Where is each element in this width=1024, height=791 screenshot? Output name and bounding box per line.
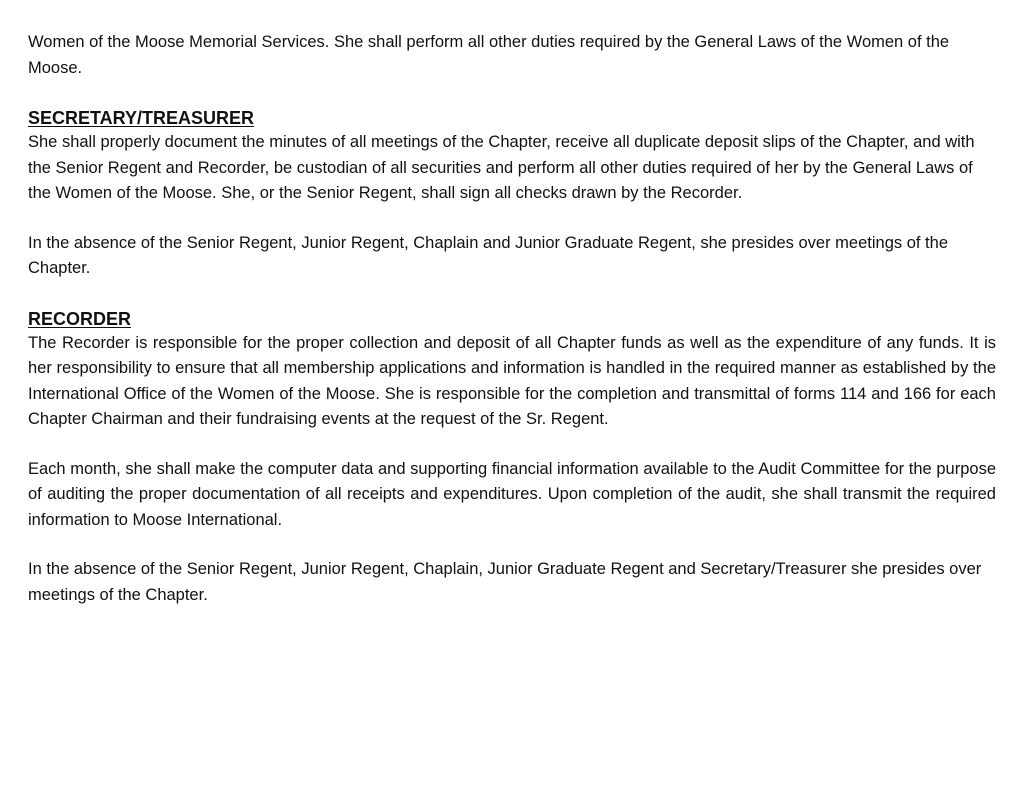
spacer (28, 207, 996, 231)
secretary-treasurer-presiding-paragraph: In the absence of the Senior Regent, Junior Regent, Chaplain and Junior Graduate Regent, she presides over meetings of the Chapter. (28, 233, 948, 277)
recorder-responsibilities-paragraph: The Recorder is responsible for the proper collection and deposit of all Chapter funds as well as the expenditure of any funds. It is her responsibility to ensure that all membership applications and information is handled in the required manner as established by the International Office of the Women of the Moose. She is responsible for the completion and transmittal of forms 114 and 166 for each Chapter Chairman and their fundraising events at the request of the Sr. Regent. (28, 333, 996, 428)
spacer (28, 533, 996, 557)
spacer (28, 282, 996, 307)
document-page (28, 30, 996, 608)
spacer (28, 433, 996, 457)
section-heading-recorder: RECORDER (28, 308, 132, 329)
recorder-presiding-paragraph: In the absence of the Senior Regent, Junior Regent, Chaplain, Junior Graduate Regent and Secretary/Treasurer she presides over meetings of the Chapter. (28, 560, 982, 604)
section-heading-secretary-treasurer: SECRETARY/TREASURER (28, 108, 255, 128)
spacer (28, 81, 996, 106)
secretary-treasurer-duties-paragraph: She shall properly document the minutes of all meetings of the Chapter, receive all duplicate deposit slips of the Chapter, and with the Senior Regent and Recorder, be custodian of all securities and perform all other duties required of her by the General Laws of the Women of the Moose. She, or the Senior Regent, shall sign all checks drawn by the Recorder. (28, 133, 975, 202)
intro-paragraph: Women of the Moose Memorial Services. She shall perform all other duties required by the General Laws of the Women of the Moose. (28, 33, 950, 77)
recorder-audit-paragraph: Each month, she shall make the computer data and supporting financial information available to the Audit Committee for the purpose of auditing the proper documentation of all receipts and expenditures. Upon completion of the audit, she shall transmit the required information to Moose International. (28, 459, 996, 529)
